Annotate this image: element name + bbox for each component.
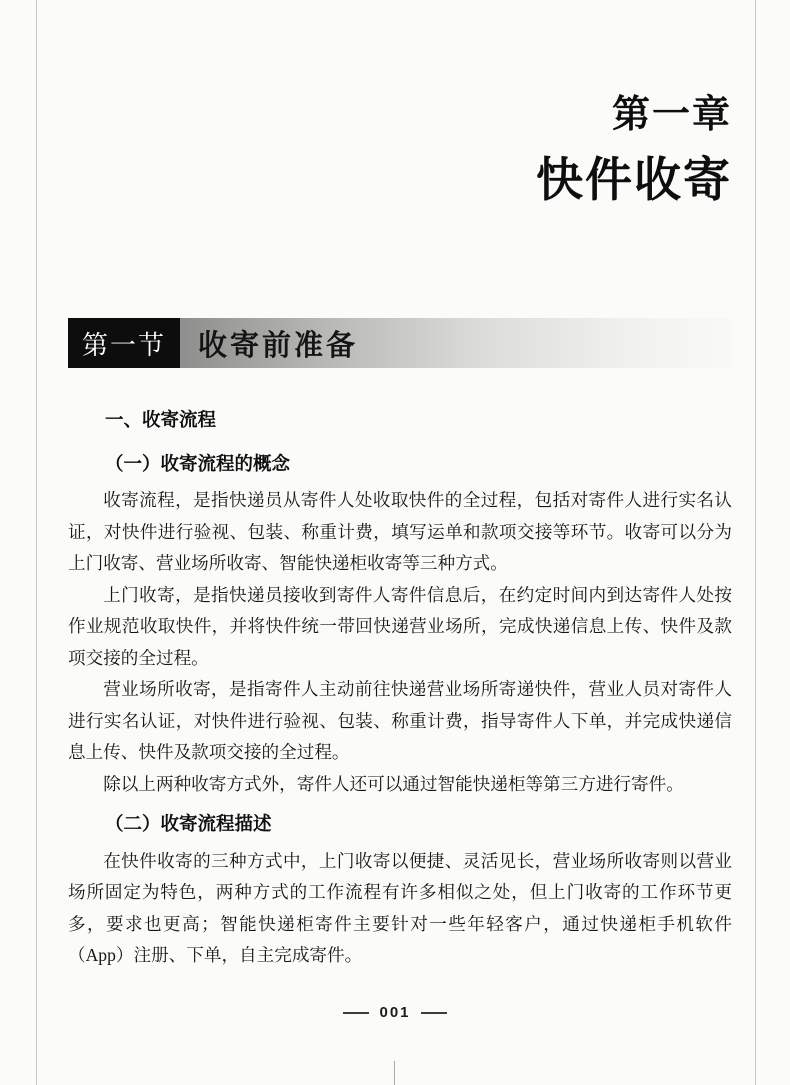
left-margin-line bbox=[36, 0, 37, 1085]
paragraph: 上门收寄，是指快递员接收到寄件人寄件信息后，在约定时间内到达寄件人处按作业规范收取快件，并将快件统一带回快递营业场所，完成快递信息上传、快件及款项交接的全过程。 bbox=[68, 584, 732, 668]
subheading-concept: （一）收寄流程的概念 bbox=[105, 452, 291, 474]
subheading-description: （二）收寄流程描述 bbox=[105, 813, 272, 834]
section-number-box: 第一节 bbox=[68, 318, 180, 368]
section-title-bar bbox=[180, 318, 732, 368]
paragraph: 收寄流程，是指快递员从寄件人处收取快件的全过程，包括对寄件人进行实名认证，对快件进行验视、包装、称重计费，填写运单和款项交接等环节。收寄可以分为上门收寄、营业场所收寄、智能快递柜收寄等三种方式。 bbox=[68, 490, 732, 573]
page-number-block bbox=[0, 1004, 790, 1021]
chapter-title: 快件收寄 bbox=[536, 152, 732, 206]
list-heading-shouji-liucheng: 一、收寄流程 bbox=[105, 409, 217, 430]
bottom-center-mark bbox=[394, 1061, 395, 1085]
chapter-number: 第一章 bbox=[611, 94, 732, 136]
paragraph: 除以上两种收寄方式外，寄件人还可以通过智能快递柜等第三方进行寄件。 bbox=[103, 773, 684, 794]
section-header bbox=[68, 318, 732, 368]
paragraph: 在快件收寄的三种方式中，上门收寄以便捷、灵活见长，营业场所收寄则以营业场所固定为特色，两种方式的工作流程有许多相似之处，但上门收寄的工作环节更多，要求也更高；智能快递柜寄件主要针对一些年轻客户，通过快递柜手机软件（App）注册、下单，自主完成寄件。 bbox=[68, 850, 732, 965]
page-number: 001 bbox=[379, 1004, 411, 1021]
folio-left-rule bbox=[343, 1012, 369, 1014]
section-title: 收寄前准备 bbox=[198, 329, 359, 362]
right-margin-line bbox=[755, 0, 756, 1085]
folio-right-rule bbox=[421, 1012, 447, 1014]
chapter-heading bbox=[536, 94, 732, 205]
paragraph: 营业场所收寄，是指寄件人主动前往快递营业场所寄递快件，营业人员对寄件人进行实名认证，对快件进行验视、包装、称重计费，指导寄件人下单，并完成快递信息上传、快件及款项交接的全过程。 bbox=[68, 679, 732, 762]
page-body bbox=[68, 404, 732, 972]
